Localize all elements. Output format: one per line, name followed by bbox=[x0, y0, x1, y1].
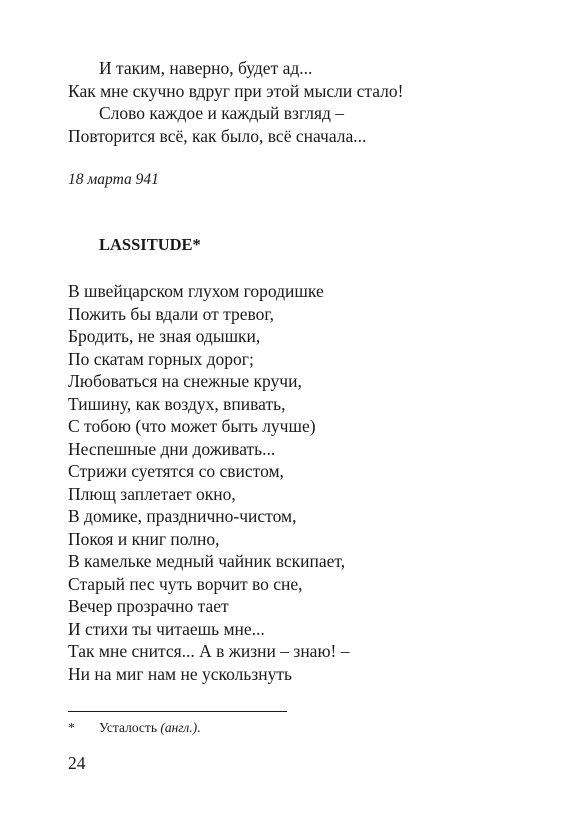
poem-title: LASSITUDE* bbox=[99, 235, 201, 254]
verse-line: Стрижи суетятся со свистом, bbox=[68, 461, 284, 481]
verse-line: По скатам горных дорог; bbox=[68, 348, 254, 369]
footnote-end: . bbox=[197, 720, 201, 735]
poem-date: 18 марта 941 bbox=[68, 171, 159, 188]
footnote-divider bbox=[68, 711, 287, 712]
verse-line: Старый пес чуть ворчит во сне, bbox=[68, 573, 303, 594]
page-number: 24 bbox=[68, 753, 86, 773]
verse-line: Неспешные дни доживать... bbox=[68, 438, 276, 459]
footnote-text bbox=[99, 719, 201, 737]
verse-line: Тишину, как воздух, впивать, bbox=[68, 393, 286, 414]
footnote-language-note: (англ.) bbox=[160, 720, 198, 735]
verse-line: Вечер прозрачно тает bbox=[68, 596, 229, 616]
footnote-word: Усталость bbox=[99, 720, 157, 735]
verse-line: С тобою (что может быть лучше) bbox=[68, 416, 316, 436]
verse-line: Так мне снится... А в жизни – знаю! – bbox=[68, 641, 350, 661]
footnote-mark: * bbox=[68, 720, 75, 735]
verse-line: Покоя и книг полно, bbox=[68, 528, 220, 549]
verse-line: Плющ заплетает окно, bbox=[68, 483, 236, 504]
verse-line: В швейцарском глухом городишке bbox=[68, 281, 324, 301]
verse-line: Бродить, не зная одышки, bbox=[68, 326, 261, 346]
verse-line: Пожить бы вдали от тревог, bbox=[68, 303, 274, 324]
verse-line: Любоваться на снежные кручи, bbox=[68, 371, 302, 391]
verse-line: В камельке медный чайник вскипает, bbox=[68, 551, 346, 571]
verse-line: Как мне скучно вдруг при этой мысли стало! bbox=[68, 81, 404, 101]
verse-line: Слово каждое и каждый взгляд – bbox=[99, 103, 345, 123]
verse-line: Ни на миг нам не ускользнуть bbox=[68, 663, 292, 684]
verse-line: И стихи ты читаешь мне... bbox=[68, 618, 265, 639]
verse-line: В домике, празднично-чистом, bbox=[68, 506, 297, 526]
verse-line: И таким, наверно, будет ад... bbox=[99, 58, 313, 78]
verse-line: Повторится всё, как было, всё сначала... bbox=[68, 126, 367, 146]
